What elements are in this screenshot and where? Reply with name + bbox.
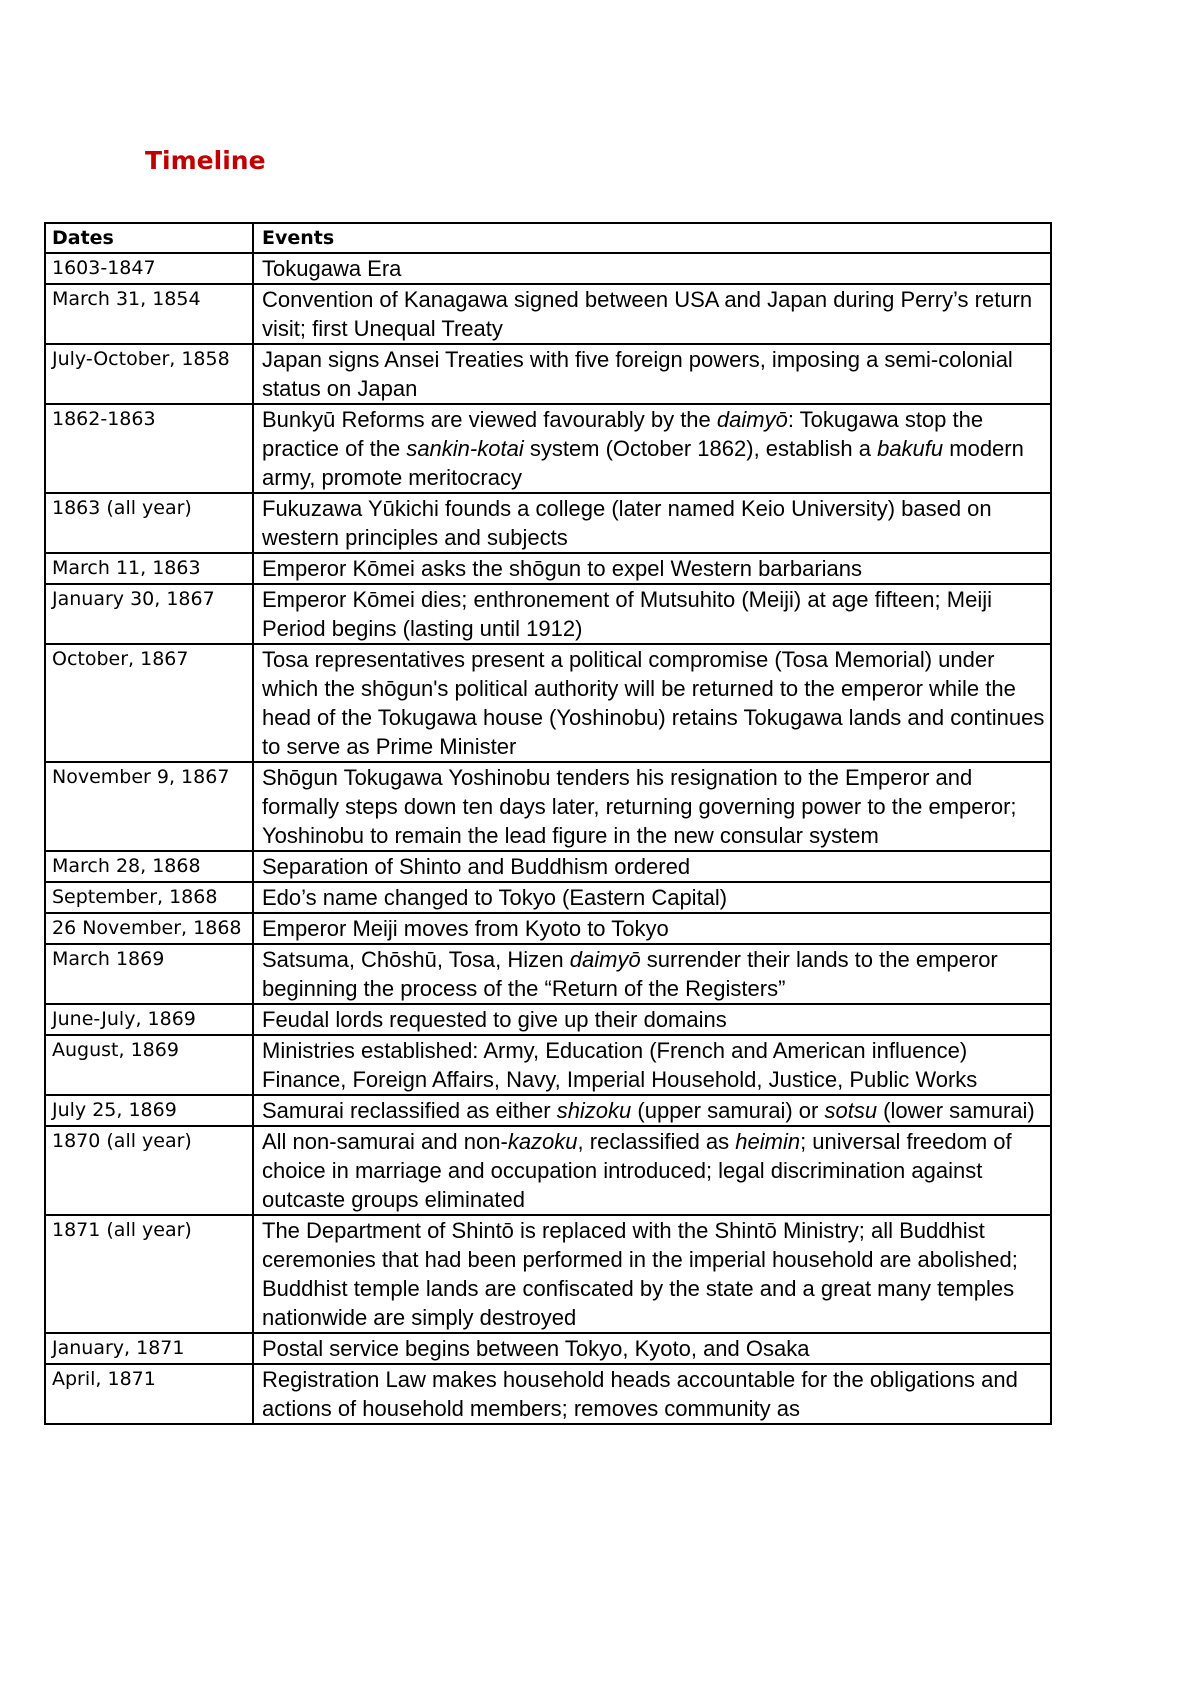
row-event [253,1126,1051,1215]
row-event: Fukuzawa Yūkichi founds a college (later named Keio University) based on western principles and subjects [253,493,1051,553]
table-row [45,1004,1051,1035]
event-text-segment: Samurai reclassified as either [262,1098,557,1123]
row-event: Registration Law makes household heads accountable for the obligations and actions of household members; removes community as [253,1364,1051,1424]
row-date: 1603-1847 [45,253,253,284]
event-text-segment: system (October 1862), establish a [523,436,878,461]
row-event: Ministries established: Army, Education (French and American influence) Finance, Foreign Affairs, Navy, Imperial Household, Justice, Public Works [253,1035,1051,1095]
row-date: November 9, 1867 [45,762,253,851]
row-date: 1863 (all year) [45,493,253,553]
table-row [45,882,1051,913]
row-event [253,404,1051,493]
row-date: July 25, 1869 [45,1095,253,1126]
row-event: Shōgun Tokugawa Yoshinobu tenders his resignation to the Emperor and formally steps down ten days later, returning governing power to the emperor; Yoshinobu to remain the lead figure in the new consular system [253,762,1051,851]
timeline-body [45,253,1051,1424]
table-row [45,851,1051,882]
row-date: 1870 (all year) [45,1126,253,1215]
table-row [45,1126,1051,1215]
row-date: March 1869 [45,944,253,1004]
row-event [253,944,1051,1004]
row-event: Emperor Kōmei dies; enthronement of Mutsuhito (Meiji) at age fifteen; Meiji Period begins (lasting until 1912) [253,584,1051,644]
table-row [45,762,1051,851]
table-row [45,1095,1051,1126]
event-text-segment: Bunkyū Reforms are viewed favourably by the [262,407,717,432]
row-date: August, 1869 [45,1035,253,1095]
table-row [45,553,1051,584]
event-italic-term: bakufu [877,436,944,461]
event-text-segment: (upper samurai) or [631,1098,825,1123]
table-row [45,404,1051,493]
row-date: 1862-1863 [45,404,253,493]
table-row [45,584,1051,644]
row-event: Postal service begins between Tokyo, Kyoto, and Osaka [253,1333,1051,1364]
row-date: 26 November, 1868 [45,913,253,944]
row-date: September, 1868 [45,882,253,913]
row-event: Japan signs Ansei Treaties with five foreign powers, imposing a semi-colonial status on Japan [253,344,1051,404]
event-text-segment: (lower samurai) [877,1098,1035,1123]
row-event: Tokugawa Era [253,253,1051,284]
table-row [45,344,1051,404]
event-italic-term: daimyō [569,947,641,972]
table-row [45,1364,1051,1424]
row-event: Feudal lords requested to give up their domains [253,1004,1051,1035]
row-date: June-July, 1869 [45,1004,253,1035]
row-event: The Department of Shintō is replaced with the Shintō Ministry; all Buddhist ceremonies that had been performed in the imperial household are abolished; Buddhist temple lands are confiscated by the state and a great many temples nationwide are simply destroyed [253,1215,1051,1333]
event-text-segment: All non-samurai and non- [262,1129,508,1154]
row-event: Separation of Shinto and Buddhism ordered [253,851,1051,882]
table-row [45,253,1051,284]
page-title: Timeline [145,146,266,175]
row-event: Convention of Kanagawa signed between USA and Japan during Perry’s return visit; first Unequal Treaty [253,284,1051,344]
event-italic-term: daimyō [716,407,788,432]
event-text-segment: surrender their lands to the emperor beginning the process of the “Return of the Registers” [262,947,998,1001]
table-row [45,944,1051,1004]
timeline-table [44,222,1052,1425]
row-date: October, 1867 [45,644,253,762]
row-event: Edo’s name changed to Tokyo (Eastern Capital) [253,882,1051,913]
row-date: 1871 (all year) [45,1215,253,1333]
row-event: Emperor Kōmei asks the shōgun to expel Western barbarians [253,553,1051,584]
row-event: Tosa representatives present a political compromise (Tosa Memorial) under which the shōgun's political authority will be returned to the emperor while the head of the Tokugawa house (Yoshinobu) retains Tokugawa lands and continues to serve as Prime Minister [253,644,1051,762]
table-row [45,493,1051,553]
event-text-segment: modern army, promote meritocracy [262,436,1024,490]
event-italic-term: heimin [735,1129,801,1154]
row-date: March 31, 1854 [45,284,253,344]
table-row [45,1333,1051,1364]
table-row [45,644,1051,762]
event-text-segment: , reclassified as [577,1129,736,1154]
row-date: April, 1871 [45,1364,253,1424]
event-italic-term: sotsu [824,1098,878,1123]
row-date: March 11, 1863 [45,553,253,584]
event-italic-term: shizoku [556,1098,632,1123]
table-header-row [45,223,1051,253]
header-events: Events [253,223,1051,253]
row-date: January 30, 1867 [45,584,253,644]
event-text-segment: ; universal freedom of choice in marriage and occupation introduced; legal discrimination against outcaste groups eliminated [262,1129,1012,1212]
event-italic-term: kazoku [507,1129,578,1154]
row-date: March 28, 1868 [45,851,253,882]
event-italic-term: sankin-kotai [406,436,524,461]
row-date: January, 1871 [45,1333,253,1364]
row-event [253,1095,1051,1126]
event-text-segment: : Tokugawa stop the practice of the [262,407,984,461]
event-text-segment: Satsuma, Chōshū, Tosa, Hizen [262,947,570,972]
row-event: Emperor Meiji moves from Kyoto to Tokyo [253,913,1051,944]
table-row [45,1035,1051,1095]
table-row [45,1215,1051,1333]
table-row [45,284,1051,344]
row-date: July-October, 1858 [45,344,253,404]
table-row [45,913,1051,944]
header-dates: Dates [45,223,253,253]
